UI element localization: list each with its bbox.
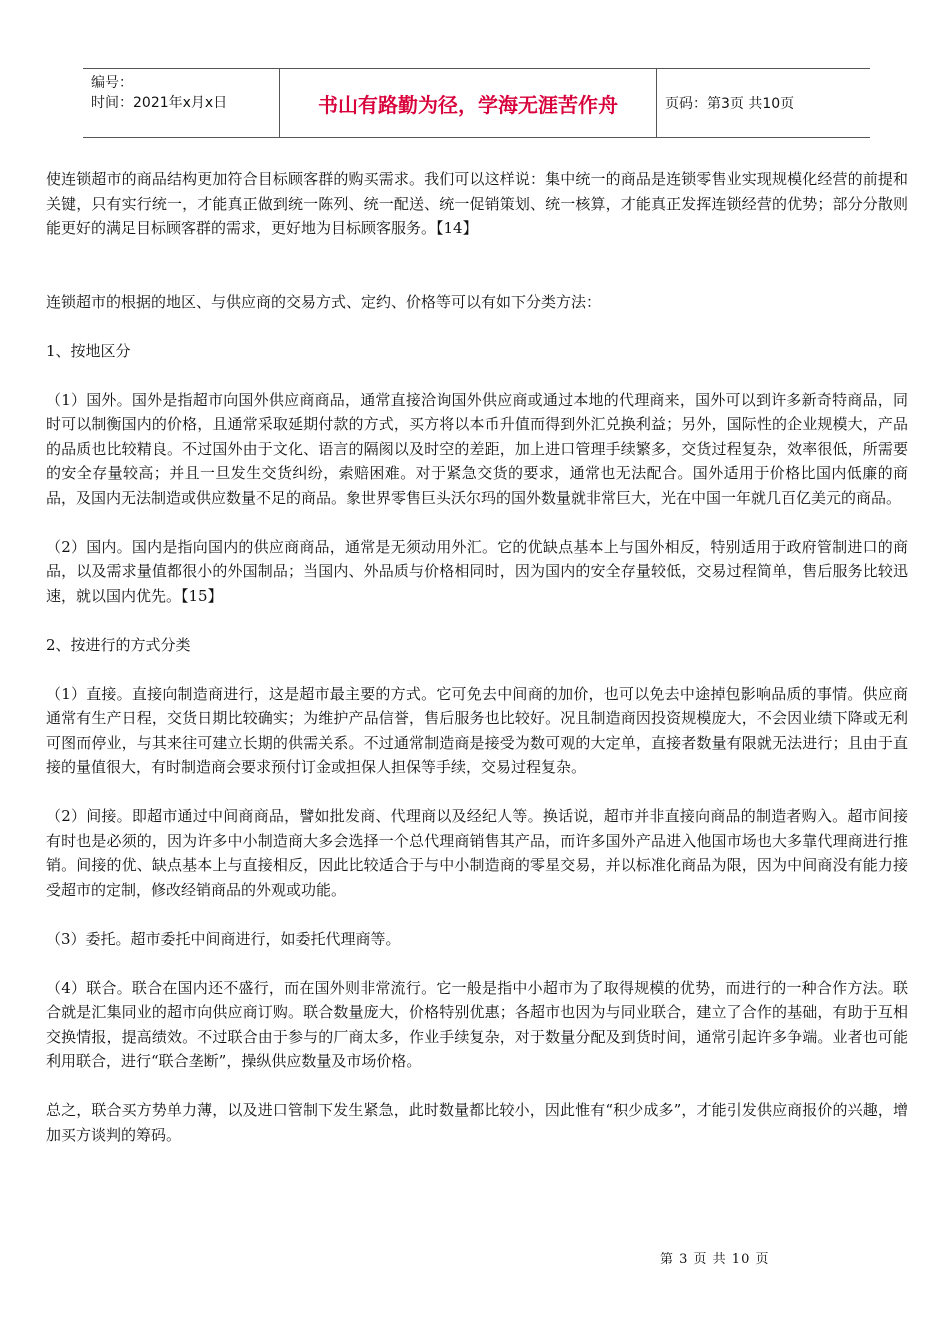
- paragraph: 总之，联合买方势单力薄，以及进口管制下发生紧急，此时数量都比较小，因此惟有“积少成多”，才能引发供应商报价的兴趣，增加买方谈判的筹码。: [46, 1101, 908, 1144]
- page-footer: 第 3 页 共 10 页: [660, 1252, 770, 1267]
- header-motto: 书山有路勤为径，学海无涯苦作舟: [280, 69, 657, 137]
- paragraph: （2）国内。国内是指向国内的供应商商品，通常是无须动用外汇。它的优缺点基本上与国外相反，特别适用于政府管制进口的商品，以及需求量值都很小的外国制品；当国内、外品质与价格相同时，因为国内的安全存量较低，交易过程简单，售后服务比较迅速，就以国内优先。【15】: [46, 537, 908, 605]
- paragraph: （3）委托。超市委托中间商进行，如委托代理商等。: [46, 929, 401, 948]
- header-page-number: 页码：第3页 共10页: [665, 96, 795, 112]
- paragraph: 连锁超市的根据的地区、与供应商的交易方式、定约、价格等可以有如下分类方法：: [46, 292, 602, 311]
- section-heading: 2、按进行的方式分类: [46, 635, 191, 654]
- document-number: 编号：: [91, 75, 133, 91]
- paragraph: （2）间接。即超市通过中间商商品，譬如批发商、代理商以及经纪人等。换话说，超市并非直接向商品的制造者购入。超市间接有时也是必须的，因为许多中小制造商大多会选择一个总代理商销售其产品，而许多国外产品进入他国市场也大多靠代理商进行推销。间接的优、缺点基本上与直接相反，因此比较适合于与中小制造商的零星交易，并以标准化商品为限，因为中间商没有能力接受超市的定制，修改经销商品的外观或功能。: [46, 807, 908, 899]
- section-heading: 1、按地区分: [46, 341, 131, 360]
- paragraph: 使连锁超市的商品结构更加符合目标顾客群的购买需求。我们可以这样说：集中统一的商品是连锁零售业实现规模化经营的前提和关键，只有实行统一，才能真正做到统一陈列、统一配送、统一促销策划、统一核算，才能真正发挥连锁经营的优势；部分分散则能更好的满足目标顾客群的需求，更好地为目标顾客服务。【14】: [46, 170, 908, 237]
- paragraph: （1）直接。直接向制造商进行，这是超市最主要的方式。它可免去中间商的加价，也可以免去中途掉包影响品质的事情。供应商通常有生产日程，交货日期比较确实；为维护产品信誉，售后服务也比较好。况且制造商因投资规模庞大，不会因业绩下降或无利可图而停业，与其来往可建立长期的供需关系。不过通常制造商是接受为数可观的大定单，直接者数量有限就无法进行；且由于直接的量值很大，有时制造商会要求预付订金或担保人担保等手续，交易过程复杂。: [46, 684, 908, 776]
- paragraph: （4）联合。联合在国内还不盛行，而在国外则非常流行。它一般是指中小超市为了取得规模的优势，而进行的一种合作方法。联合就是汇集同业的超市向供应商订购。联合数量庞大，价格特别优惠；各超市也因为与同业联合，建立了合作的基础，有助于互相交换情报，提高绩效。不过联合由于参与的厂商太多，作业手续复杂，对于数量分配及到货时间，通常引起许多争端。业者也可能利用联合，进行“联合垄断”，操纵供应数量及市场价格。: [46, 978, 908, 1070]
- document-body: [46, 167, 908, 1172]
- page-header: [83, 68, 870, 138]
- paragraph: （1）国外。国外是指超市向国外供应商商品，通常直接洽询国外供应商或通过本地的代理商来，国外可以到许多新奇特商品，同时可以制衡国内的价格，且通常采取延期付款的方式，买方将以本币升值而得到外汇兑换利益；另外，国际性的企业规模大，产品的品质也比较精良。不过国外由于文化、语言的隔阂以及时空的差距，加上进口管理手续繁多，交货过程复杂，效率很低，所需要的安全存量较高；并且一旦发生交货纠纷，索赔困难。对于紧急交货的要求，通常也无法配合。国外适用于价格比国内低廉的商品，及国内无法制造或供应数量不足的商品。象世界零售巨头沃尔玛的国外数量就非常巨大，光在中国一年就几百亿美元的商品。: [46, 390, 908, 507]
- header-meta: [83, 69, 280, 137]
- document-date: 时间：2021年x月x日: [91, 95, 228, 111]
